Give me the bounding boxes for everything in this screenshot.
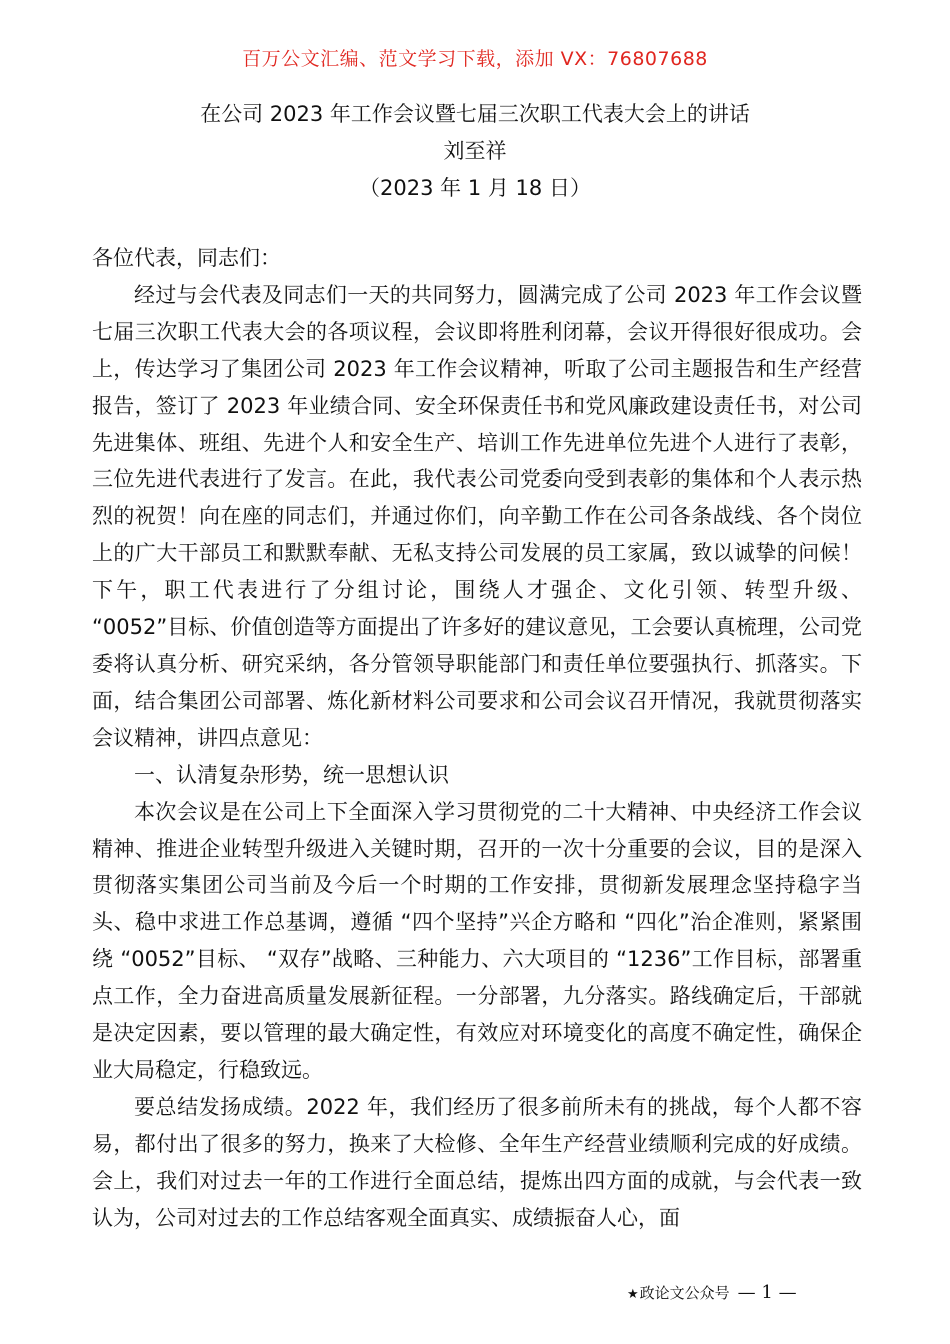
footer-source: 政论文公众号 — [639, 1284, 730, 1302]
section-heading-1: 一、认清复杂形势，统一思想认识 — [134, 762, 449, 787]
author-name: 刘至祥 — [443, 139, 507, 163]
page-number: — 1 — — [737, 1282, 797, 1303]
speech-body — [92, 240, 862, 1236]
paragraph-achievements: 要总结发扬成绩。2022 年，我们经历了很多前所未有的挑战，每个人都不容易，都付出了很多的努力，换来了大检修、全年生产经营业绩顺利完成的好成绩。会上，我们对过去一年的工作进行全面总结，提炼出四方面的成就，与会代表一致认为，公司对过去的工作总结客观全面真实、成绩振奋人心，面 — [92, 1094, 862, 1230]
salutation: 各位代表，同志们： — [92, 246, 281, 270]
speech-title: 在公司 2023 年工作会议暨七届三次职工代表大会上的讲话 — [200, 102, 750, 126]
star-icon: ★ — [627, 1287, 639, 1302]
title-block — [0, 96, 950, 207]
download-banner: 百万公文汇编、范文学习下载，添加 VX：76807688 — [242, 48, 708, 70]
paragraph-intro: 经过与会代表及同志们一天的共同努力，圆满完成了公司 2023 年工作会议暨七届三次职工代表大会的各项议程，会议即将胜利闭幕，会议开得很好很成功。会上，传达学习了集团公司 2023 年工作会议精神，听取了公司主题报告和生产经营报告，签订了 2023 年业绩合同、安全环保责任书和党风廉政建设责任书，对公司先进集体、班组、先进个人和安全生产、培训工作先进单位先进个人进行了表彰，三位先进代表进行了发言。在此，我代表公司党委向受到表彰的集体和个人表示热烈的祝贺！向在座的同志们，并通过你们，向辛勤工作在公司各条战线、各个岗位上的广大干部员工和默默奉献、无私支持公司发展的员工家属，致以诚挚的问候！下午，职工代表进行了分组讨论，围绕人才强企、文化引领、转型升级、 “0052”目标、价值创造等方面提出了许多好的建议意见，工会要认真梳理，公司党委将认真分析、研究采纳，各分管领导职能部门和责任单位要强执行、抓落实。下面，结合集团公司部署、炼化新材料公司要求和公司会议召开情况，我就贯彻落实会议精神，讲四点意见： — [92, 282, 862, 750]
speech-date: （2023 年 1 月 18 日） — [359, 176, 591, 200]
page-footer — [627, 1282, 797, 1303]
paragraph-section-1: 本次会议是在公司上下全面深入学习贯彻党的二十大精神、中央经济工作会议精神、推进企业转型升级进入关键时期，召开的一次十分重要的会议，目的是深入贯彻落实集团公司当前及今后一个时期的工作安排，贯彻新发展理念坚持稳字当头、稳中求进工作总基调，遵循 “四个坚持”兴企方略和 “四化”治企准则，紧紧围绕 “0052”目标、 “双存”战略、三种能力、六大项目的 “1236”工作目标，部署重点工作，全力奋进高质量发展新征程。一分部署，九分落实。路线确定后，干部就是决定因素，要以管理的最大确定性，有效应对环境变化的高度不确定性，确保企业大局稳定，行稳致远。 — [92, 799, 862, 1082]
